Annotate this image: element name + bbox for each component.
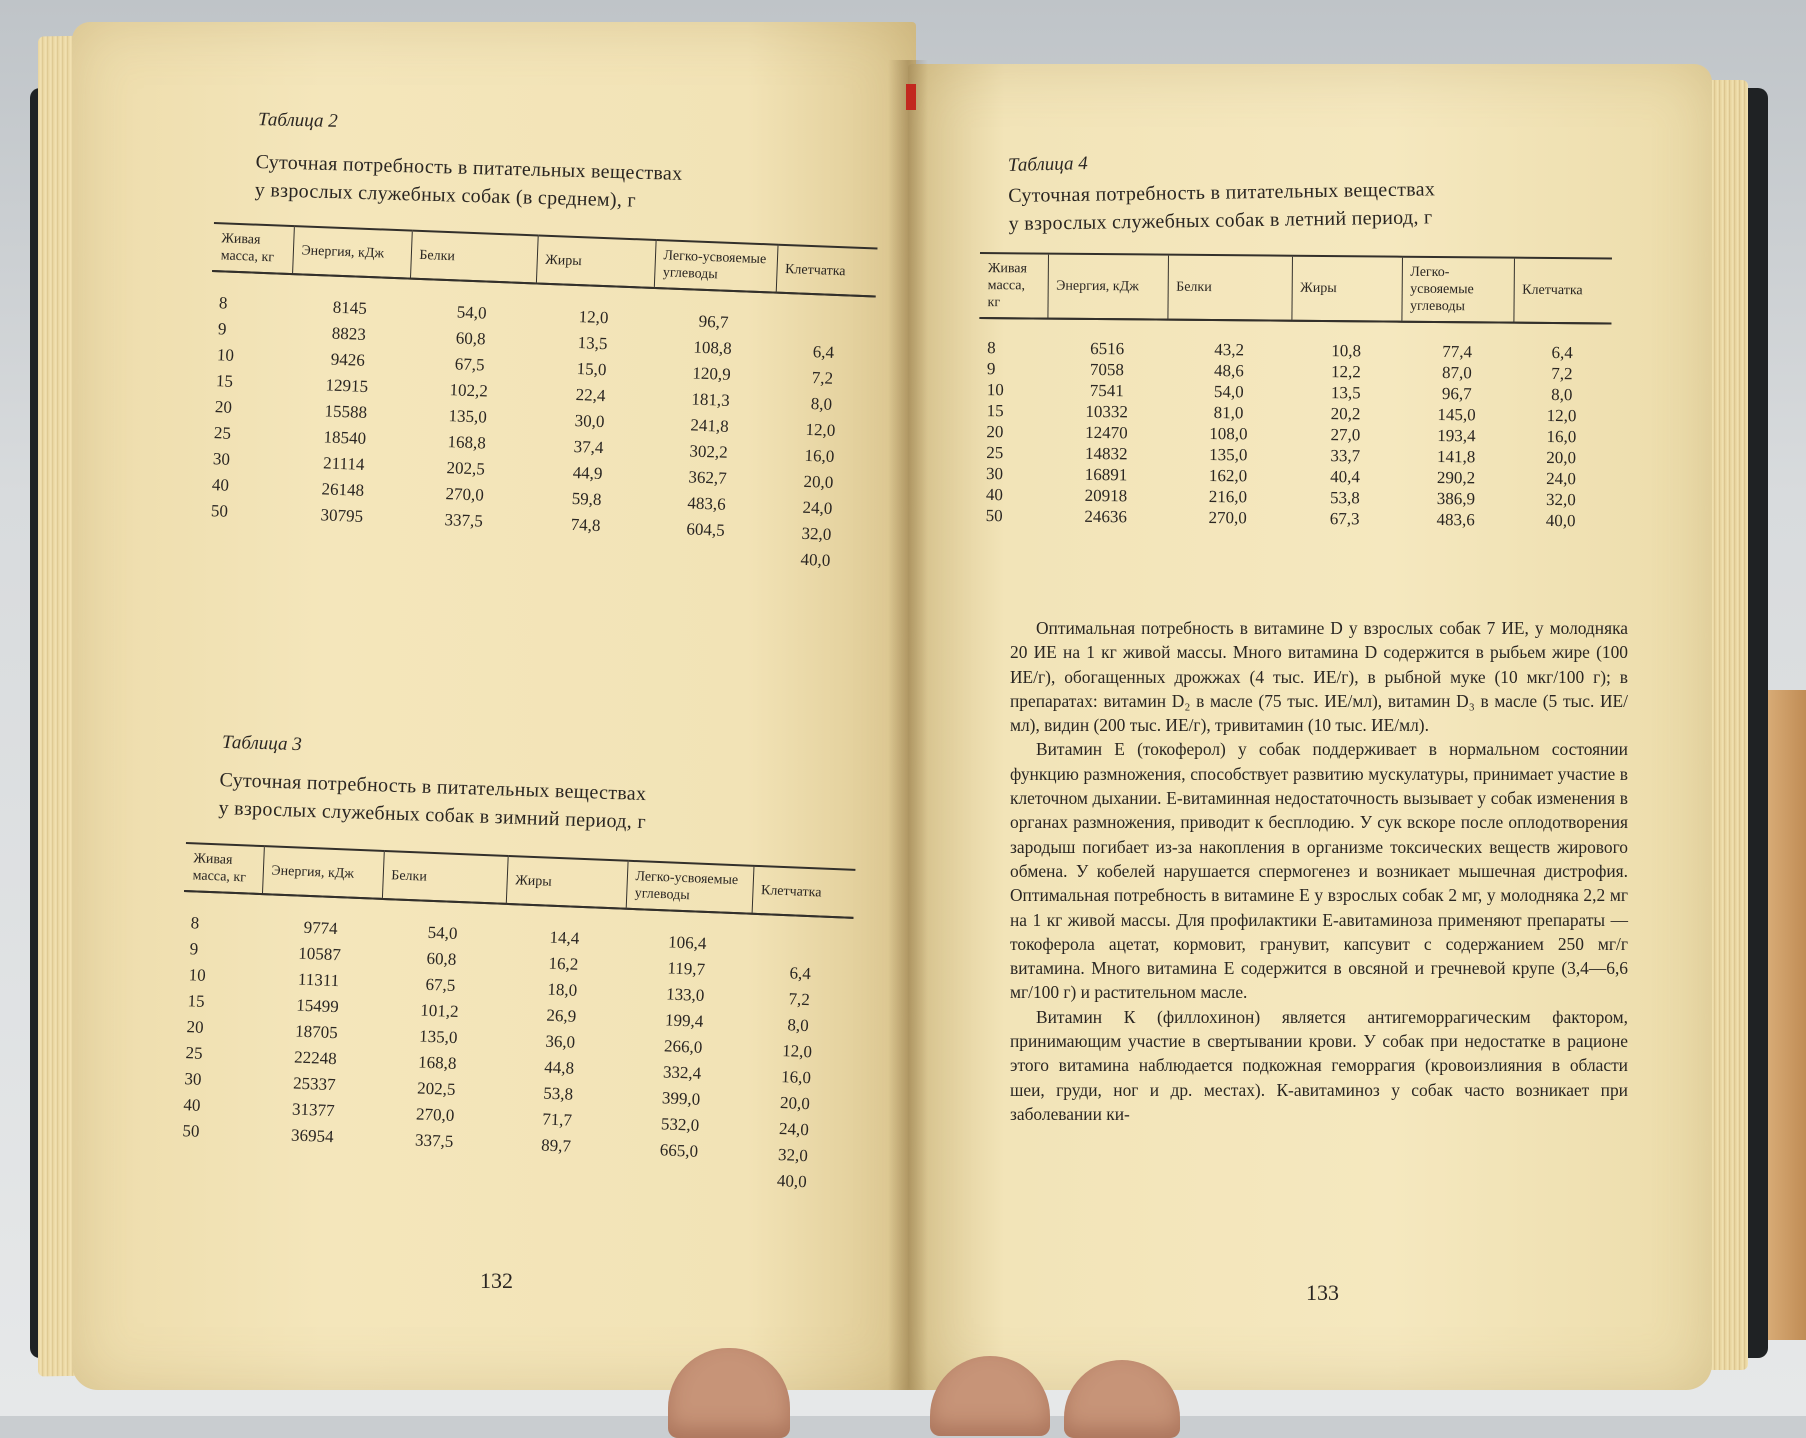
- table4-cell: 96,7: [1441, 383, 1472, 403]
- table2-cell: 32,0: [801, 523, 832, 544]
- table3-cell: 18705: [294, 1021, 339, 1043]
- table2-cell: 44,9: [572, 462, 603, 484]
- paragraph: Витамин К (филлохинон) является антигеморрагическим фактором, принимающим участие в свертывании крови. У собак при недостатке в рационе этого витамина наблюдается подкожная геморрагия (кровоизлияния в области шеи, груди, ног и др. местах). К-авитаминоз у собак часто возникает при заболевании ки-: [1010, 1006, 1628, 1124]
- table4-cell: 483,6: [1436, 509, 1475, 529]
- table4-cell: 43,2: [1214, 339, 1245, 359]
- table2-cell: 8: [218, 293, 228, 313]
- table3-cell: 665,0: [659, 1140, 699, 1161]
- table3-cell: 44,8: [544, 1057, 575, 1078]
- table4-header-cell: Клетчатка: [1513, 258, 1612, 324]
- table2-title: [254, 148, 682, 216]
- table3-cell: 32,0: [777, 1145, 809, 1166]
- table3-cell: 16,2: [548, 953, 579, 974]
- table3-cell: 18,0: [547, 979, 578, 1000]
- table2-cell: 108,8: [693, 337, 733, 358]
- table4-cell: 54,0: [1213, 381, 1244, 401]
- table2-cell: 21114: [322, 453, 365, 474]
- table3-header-cell: Клетчатка: [752, 866, 856, 918]
- table2-cell: 30795: [320, 505, 364, 526]
- book-spine: [888, 60, 928, 1390]
- table2-cell: 604,5: [686, 519, 726, 540]
- table4: [978, 252, 1612, 532]
- table4-cell: 67,3: [1329, 508, 1360, 528]
- table4-cell: 20: [986, 421, 1004, 441]
- table3-cell: 36,0: [545, 1031, 576, 1052]
- table2-cell: 102,2: [449, 380, 489, 401]
- page-number-left: 132: [480, 1268, 513, 1293]
- table3-cell: 20,0: [779, 1093, 811, 1114]
- table2-cell: [399, 531, 526, 562]
- table2-cell: 8823: [331, 323, 367, 344]
- table4-cell: 16891: [1084, 464, 1128, 484]
- table2-cell: 181,3: [691, 389, 731, 410]
- table4-cell: 50: [985, 505, 1003, 525]
- table4-cell: 135,0: [1209, 444, 1248, 464]
- table3-cell: 202,5: [416, 1078, 456, 1100]
- table4-cell: 12470: [1085, 422, 1128, 442]
- table4-cell: 13,5: [1330, 382, 1361, 402]
- table4-cell: 7058: [1089, 359, 1125, 379]
- table4-cell: 141,8: [1437, 446, 1476, 466]
- table4-cell: 216,0: [1208, 486, 1248, 506]
- table4-cell: 15: [986, 400, 1004, 420]
- table3-cell: 133,0: [665, 984, 705, 1005]
- table4-cell: 32,0: [1545, 489, 1576, 509]
- table2-cell: 8145: [332, 297, 368, 318]
- table4-cell: 14832: [1084, 443, 1128, 463]
- table4-header-cell: Белки: [1167, 255, 1292, 321]
- table3-label: Таблица 3: [221, 731, 303, 756]
- table4-cell: 6516: [1090, 338, 1125, 358]
- table2-cell: [281, 527, 400, 558]
- table2-cell: [774, 293, 876, 342]
- table2-header-cell: Белки: [410, 231, 538, 284]
- body-text: [1010, 616, 1628, 1126]
- table2-cell: 40: [211, 475, 230, 495]
- table4-cell: 48,6: [1214, 360, 1244, 380]
- table2-cell: 59,8: [571, 488, 602, 510]
- table3-cell: [614, 1161, 741, 1192]
- table4-cell: 145,0: [1437, 404, 1476, 424]
- table3-cell: [251, 1147, 372, 1178]
- table3-cell: 266,0: [663, 1036, 703, 1057]
- table4-cell: 16,0: [1546, 426, 1577, 446]
- table4-cell: 7541: [1089, 380, 1124, 400]
- table3-cell: [495, 1157, 616, 1188]
- table3-cell: 67,5: [425, 974, 456, 995]
- table3-cell: 14,4: [549, 927, 580, 948]
- table3-cell: 31377: [291, 1099, 335, 1121]
- table2-cell: 6,4: [812, 342, 835, 362]
- table3-header-cell: Легко-усвояемые углеводы: [626, 861, 754, 914]
- bookmark-ribbon: [906, 84, 916, 110]
- table4-cell: 10: [986, 379, 1004, 399]
- table4-cell: 25: [986, 442, 1004, 462]
- table2-cell: 15588: [324, 401, 368, 423]
- table3-cell: 8,0: [787, 1015, 810, 1036]
- table4-cell: 6,4: [1551, 342, 1573, 362]
- table4-cell: 9: [986, 358, 996, 378]
- table2-cell: 483,6: [687, 493, 727, 514]
- table4-cell: 20918: [1084, 485, 1128, 505]
- table2-cell: 22,4: [575, 385, 606, 406]
- table3-title-line1: Суточная потребность в питательных веществах: [219, 768, 647, 806]
- table3-cell: 50: [182, 1121, 200, 1141]
- table3-cell: [173, 1144, 252, 1173]
- table2-header-cell: Живая масса, кг: [212, 223, 294, 274]
- table3-cell: 8: [190, 913, 200, 933]
- table3-cell: 89,7: [540, 1135, 572, 1156]
- table2-cell: 50: [210, 501, 229, 521]
- table2-cell: 30,0: [574, 411, 605, 432]
- table2-cell: 20: [214, 397, 233, 417]
- table3-cell: 119,7: [667, 958, 706, 979]
- table4-cell: 77,4: [1442, 341, 1473, 361]
- table2-cell: 337,5: [444, 510, 484, 531]
- table4-cell: 40: [985, 484, 1003, 504]
- table2-cell: 270,0: [445, 484, 485, 505]
- table3-cell: 399,0: [661, 1088, 701, 1109]
- table3-header-cell: Белки: [382, 851, 508, 904]
- table2-cell: 30: [212, 449, 231, 469]
- table3-cell: 337,5: [414, 1130, 454, 1151]
- table4-header-cell: Энергия, кДж: [1047, 254, 1168, 320]
- table3-cell: 6,4: [789, 963, 812, 984]
- table2-cell: 9: [217, 319, 227, 339]
- paragraph: Оптимальная потребность в витамине D у взрослых собак 7 ИЕ, у молодняка 20 ИЕ на 1 кг живой массы. Много витамина D содержится в рыбьем жире (100 ИЕ/г), обогащенных дрожжах (4 тыс. ИЕ/г), в рыбной муке (10 мкг/100 г); в препаратах: витамин D₂ в масле (75 тыс. ИЕ/мл), витамин D₃ в масле (5 тыс. ИЕ/мл), видин (200 тыс. ИЕ/г), тривитамин (10 тыс. ИЕ/мл).: [1010, 618, 1628, 736]
- table2-cell: 135,0: [448, 406, 488, 427]
- table4-cell: 12,2: [1331, 361, 1361, 381]
- table2-cell: 12915: [325, 375, 369, 397]
- table3-cell: 60,8: [426, 948, 457, 969]
- table3-cell: 16,0: [780, 1067, 812, 1088]
- table3-header-cell: Жиры: [506, 856, 628, 909]
- table4-cell: 108,0: [1209, 423, 1248, 443]
- table4-header-cell: Живая масса, кг: [979, 253, 1048, 319]
- table2-cell: 24,0: [802, 497, 833, 518]
- table3-cell: 20: [186, 1017, 204, 1037]
- table4-cell: 81,0: [1213, 402, 1244, 422]
- table4-cell: 20,0: [1546, 447, 1577, 467]
- table4-cell: 7,2: [1551, 363, 1573, 383]
- table3-cell: 270,0: [415, 1104, 455, 1125]
- table2-cell: 120,9: [692, 363, 732, 384]
- table2-title-line2: у взрослых служебных собак (в среднем), г: [254, 178, 637, 212]
- table4-cell: 8: [987, 337, 996, 357]
- table3-cell: 36954: [290, 1125, 334, 1147]
- table2-cell: 241,8: [690, 415, 730, 436]
- table2-cell: 202,5: [446, 458, 486, 479]
- table2-cell: 15,0: [576, 359, 607, 380]
- table4-cell: 12,0: [1546, 405, 1577, 425]
- table2-cell: 8,0: [810, 394, 833, 414]
- table4-header-cell: Жиры: [1291, 256, 1402, 322]
- table3-cell: 10587: [298, 943, 342, 965]
- table2-cell: 96,7: [698, 311, 729, 332]
- table4-cell: 270,0: [1208, 507, 1247, 527]
- table2-cell: 40,0: [800, 549, 831, 570]
- table3-cell: 53,8: [542, 1083, 574, 1104]
- table2-cell: 7,2: [811, 368, 834, 388]
- table4-cell: 193,4: [1437, 425, 1476, 445]
- table3-cell: 40: [183, 1095, 201, 1115]
- table3-title-line2: у взрослых служебных собак в зимний период, г: [218, 796, 647, 834]
- table2-cell: [643, 541, 766, 572]
- table4-cell: 24636: [1084, 506, 1128, 526]
- table3-cell: 106,4: [667, 932, 707, 953]
- table3-cell: [371, 1152, 496, 1183]
- table3-cell: 332,4: [662, 1062, 702, 1083]
- table3-cell: 71,7: [541, 1109, 573, 1130]
- table2-cell: 9426: [330, 349, 366, 370]
- table4-title: [1008, 175, 1436, 238]
- table4-cell: 87,0: [1442, 362, 1472, 382]
- table3-cell: 15: [187, 991, 206, 1011]
- table3-cell: 7,2: [788, 989, 811, 1010]
- table2-cell: 60,8: [455, 328, 486, 349]
- table2-header-cell: Легко-усвояемые углеводы: [654, 240, 778, 293]
- table2-cell: 54,0: [456, 302, 487, 323]
- table3-cell: 24,0: [778, 1119, 810, 1140]
- table3-cell: 54,0: [427, 922, 458, 943]
- table2-cell: 67,5: [454, 354, 485, 375]
- table3-cell: 199,4: [664, 1010, 704, 1031]
- table4-row: [979, 318, 1611, 364]
- table2-cell: 20,0: [803, 471, 834, 492]
- table3-cell: 26,9: [546, 1005, 577, 1026]
- table2-cell: 362,7: [688, 467, 728, 488]
- table2-title-line1: Суточная потребность в питательных веществах: [255, 150, 683, 185]
- table4-header-cell: Легко-усвояемые углеводы: [1401, 257, 1514, 323]
- table4-cell: 290,2: [1436, 467, 1476, 487]
- table2-cell: 302,2: [689, 441, 729, 462]
- table2-cell: 26148: [321, 479, 365, 500]
- table2-cell: 168,8: [447, 432, 487, 453]
- table3-cell: 532,0: [660, 1114, 700, 1135]
- table2-cell: 16,0: [804, 445, 835, 466]
- table4-cell: 33,7: [1330, 445, 1361, 465]
- table3-cell: [750, 914, 854, 963]
- table3-cell: 135,0: [418, 1026, 458, 1048]
- table4-cell: 162,0: [1208, 465, 1248, 485]
- table3-header-cell: Энергия, кДж: [262, 846, 384, 899]
- table2-label: Таблица 2: [257, 109, 338, 132]
- table4-cell: 24,0: [1546, 468, 1577, 488]
- table2-cell: 13,5: [577, 333, 608, 354]
- table2-cell: [525, 536, 644, 567]
- table2-cell: 18540: [323, 427, 367, 448]
- page-number-right: 133: [1306, 1280, 1339, 1305]
- table3-cell: 11311: [297, 969, 340, 991]
- table2-cell: 12,0: [805, 419, 836, 440]
- table3-cell: 30: [184, 1069, 202, 1089]
- table4-cell: 30: [985, 463, 1004, 483]
- table3-cell: 9: [189, 939, 199, 959]
- table4-title-line1: Суточная потребность в питательных веществах: [1008, 178, 1436, 207]
- table4-cell: 27,0: [1330, 424, 1361, 444]
- table4-cell: 10332: [1085, 401, 1128, 421]
- paragraph: Витамин Е (токоферол) у собак поддерживает в нормальном состоянии функцию размножения, способствует развитию мускулатуры, принимает участие в клеточном дыхании. Е-витаминная недостаточность вызывает у собак изменения в органах размножения, приводит к бесплодию. У сук вскоре после оплодотворения зародыш погибает из-за накопления в организме токсических веществ жирового обмена. У кобелей нарушается спермогенез и возникает мышечная дистрофия. Оптимальная потребность в витамине Е у взрослых собак 2 мг, у молодняка 2,2 мг на 1 кг живой массы. Для профилактики Е-авитаминоза применяют препараты — токоферола ацетат, кормовит, гранувит, капсувит с содержанием 250 мг/г витамина. Много витамина Е содержится в овсяной и гречневой крупе (3,4—6,6 мг/100 г) и растительном масле.: [1010, 739, 1628, 1003]
- table3-cell: 25337: [292, 1073, 337, 1095]
- table4-cell: 53,8: [1329, 487, 1360, 507]
- table2-header-cell: Клетчатка: [776, 245, 878, 297]
- table2-cell: 10: [216, 345, 235, 365]
- table3-cell: 22248: [293, 1047, 338, 1069]
- table3-cell: 12,0: [781, 1041, 813, 1062]
- table3-cell: 168,8: [417, 1052, 457, 1074]
- table3-cell: 40,0: [776, 1170, 808, 1192]
- table4-label: Таблица 4: [1007, 152, 1088, 177]
- table3: [173, 842, 856, 1197]
- table2-cell: 25: [213, 423, 232, 443]
- table2-cell: 12,0: [578, 307, 609, 328]
- table3-cell: 9774: [303, 917, 339, 939]
- table3-cell: 101,2: [419, 1000, 459, 1022]
- table2: [201, 222, 877, 575]
- table2-header-cell: Жиры: [536, 235, 656, 287]
- table2-cell: 37,4: [573, 436, 604, 458]
- table3-cell: 25: [185, 1043, 203, 1063]
- table3-cell: 10: [188, 965, 207, 985]
- table4-cell: 10,8: [1331, 340, 1362, 360]
- table3-header-cell: Живая масса, кг: [184, 843, 264, 894]
- table4-cell: 386,9: [1436, 488, 1476, 508]
- table4-cell: 40,4: [1330, 466, 1361, 486]
- table2-cell: 74,8: [570, 514, 601, 536]
- table2-cell: [201, 524, 282, 553]
- table3-cell: 15499: [295, 995, 340, 1017]
- table4-title-line2: у взрослых служебных собак в летний период, г: [1008, 206, 1433, 235]
- table4-cell: 20,2: [1330, 403, 1361, 423]
- table2-cell: 15: [215, 371, 234, 391]
- table4-cell: 40,0: [1545, 510, 1576, 530]
- table4-cell: 8,0: [1551, 384, 1573, 404]
- table2-header-cell: Энергия, кДж: [292, 226, 412, 278]
